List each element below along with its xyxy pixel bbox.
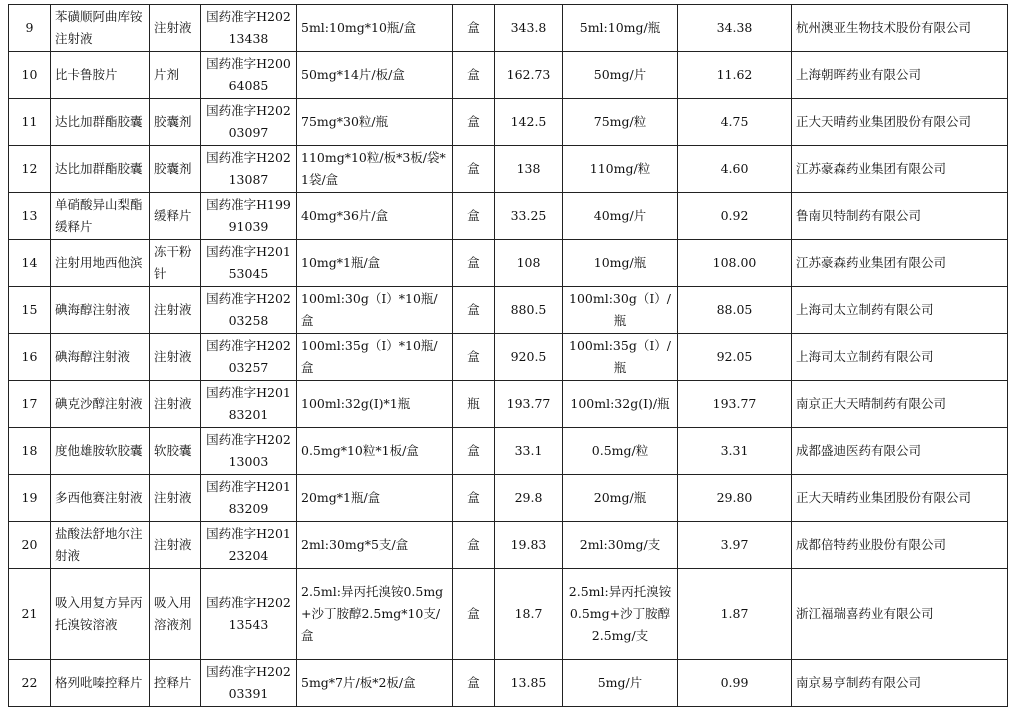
package-price-cell: 920.5 (495, 334, 563, 381)
package-price-cell: 343.8 (495, 5, 563, 52)
package-price-cell: 18.7 (495, 569, 563, 660)
table-row (9, 475, 1008, 522)
drug-name-cell: 苯磺顺阿曲库铵注射液 (51, 5, 150, 52)
row-number-cell: 11 (9, 99, 51, 146)
manufacturer-cell: 江苏豪森药业集团有限公司 (792, 146, 1008, 193)
min-unit-spec-cell: 10mg/瓶 (563, 240, 678, 287)
package-price-cell: 880.5 (495, 287, 563, 334)
manufacturer-cell: 上海司太立制药有限公司 (792, 334, 1008, 381)
manufacturer-cell: 正大天晴药业集团股份有限公司 (792, 475, 1008, 522)
package-price-cell: 19.83 (495, 522, 563, 569)
row-number-cell: 22 (9, 660, 51, 707)
row-number-cell: 9 (9, 5, 51, 52)
dosage-form-cell: 片剂 (150, 52, 201, 99)
dosage-form-cell: 胶囊剂 (150, 99, 201, 146)
min-unit-price-cell: 34.38 (678, 5, 792, 52)
package-unit-cell: 盒 (453, 660, 495, 707)
min-unit-price-cell: 4.75 (678, 99, 792, 146)
package-spec-cell: 2.5ml:异丙托溴铵0.5mg+沙丁胺醇2.5mg*10支/盒 (297, 569, 453, 660)
approval-number-cell: 国药准字H20213543 (201, 569, 297, 660)
package-spec-cell: 100ml:35g（I）*10瓶/盒 (297, 334, 453, 381)
min-unit-price-cell: 3.31 (678, 428, 792, 475)
table-row (9, 522, 1008, 569)
min-unit-price-cell: 88.05 (678, 287, 792, 334)
dosage-form-cell: 注射液 (150, 522, 201, 569)
package-unit-cell: 瓶 (453, 381, 495, 428)
drug-name-cell: 吸入用复方异丙托溴铵溶液 (51, 569, 150, 660)
package-price-cell: 33.1 (495, 428, 563, 475)
table-body (9, 5, 1008, 707)
row-number-cell: 17 (9, 381, 51, 428)
package-unit-cell: 盒 (453, 287, 495, 334)
dosage-form-cell: 注射液 (150, 475, 201, 522)
drug-name-cell: 碘克沙醇注射液 (51, 381, 150, 428)
min-unit-price-cell: 108.00 (678, 240, 792, 287)
table-row (9, 334, 1008, 381)
package-unit-cell: 盒 (453, 240, 495, 287)
package-spec-cell: 40mg*36片/盒 (297, 193, 453, 240)
manufacturer-cell: 上海朝晖药业有限公司 (792, 52, 1008, 99)
table-row (9, 193, 1008, 240)
package-spec-cell: 50mg*14片/板/盒 (297, 52, 453, 99)
table-row (9, 660, 1008, 707)
package-unit-cell: 盒 (453, 193, 495, 240)
min-unit-price-cell: 11.62 (678, 52, 792, 99)
manufacturer-cell: 上海司太立制药有限公司 (792, 287, 1008, 334)
package-spec-cell: 5ml:10mg*10瓶/盒 (297, 5, 453, 52)
min-unit-price-cell: 193.77 (678, 381, 792, 428)
manufacturer-cell: 南京易亨制药有限公司 (792, 660, 1008, 707)
package-price-cell: 142.5 (495, 99, 563, 146)
package-unit-cell: 盒 (453, 475, 495, 522)
dosage-form-cell: 注射液 (150, 287, 201, 334)
approval-number-cell: 国药准字H20213087 (201, 146, 297, 193)
min-unit-spec-cell: 50mg/片 (563, 52, 678, 99)
min-unit-spec-cell: 110mg/粒 (563, 146, 678, 193)
drug-name-cell: 格列吡嗪控释片 (51, 660, 150, 707)
table-row (9, 99, 1008, 146)
table-row (9, 287, 1008, 334)
drug-name-cell: 注射用地西他滨 (51, 240, 150, 287)
package-unit-cell: 盒 (453, 522, 495, 569)
dosage-form-cell: 冻干粉针 (150, 240, 201, 287)
min-unit-spec-cell: 100ml:35g（I）/瓶 (563, 334, 678, 381)
manufacturer-cell: 成都盛迪医药有限公司 (792, 428, 1008, 475)
table-row (9, 52, 1008, 99)
package-price-cell: 193.77 (495, 381, 563, 428)
package-unit-cell: 盒 (453, 52, 495, 99)
row-number-cell: 10 (9, 52, 51, 99)
table-row (9, 428, 1008, 475)
drug-price-table (8, 4, 1008, 707)
approval-number-cell: 国药准字H20203257 (201, 334, 297, 381)
dosage-form-cell: 注射液 (150, 5, 201, 52)
drug-name-cell: 盐酸法舒地尔注射液 (51, 522, 150, 569)
row-number-cell: 12 (9, 146, 51, 193)
package-unit-cell: 盒 (453, 5, 495, 52)
drug-name-cell: 达比加群酯胶囊 (51, 99, 150, 146)
min-unit-spec-cell: 40mg/片 (563, 193, 678, 240)
dosage-form-cell: 控释片 (150, 660, 201, 707)
package-price-cell: 108 (495, 240, 563, 287)
min-unit-spec-cell: 2.5ml:异丙托溴铵0.5mg+沙丁胺醇2.5mg/支 (563, 569, 678, 660)
manufacturer-cell: 成都倍特药业股份有限公司 (792, 522, 1008, 569)
package-spec-cell: 100ml:32g(I)*1瓶 (297, 381, 453, 428)
row-number-cell: 18 (9, 428, 51, 475)
approval-number-cell: 国药准字H20213003 (201, 428, 297, 475)
package-unit-cell: 盒 (453, 334, 495, 381)
approval-number-cell: 国药准字H20203391 (201, 660, 297, 707)
package-spec-cell: 75mg*30粒/瓶 (297, 99, 453, 146)
approval-number-cell: 国药准字H20064085 (201, 52, 297, 99)
package-unit-cell: 盒 (453, 99, 495, 146)
row-number-cell: 15 (9, 287, 51, 334)
package-price-cell: 33.25 (495, 193, 563, 240)
min-unit-price-cell: 0.92 (678, 193, 792, 240)
table-row (9, 569, 1008, 660)
drug-name-cell: 度他雄胺软胶囊 (51, 428, 150, 475)
dosage-form-cell: 缓释片 (150, 193, 201, 240)
approval-number-cell: 国药准字H20183209 (201, 475, 297, 522)
approval-number-cell: 国药准字H20203097 (201, 99, 297, 146)
package-spec-cell: 20mg*1瓶/盒 (297, 475, 453, 522)
manufacturer-cell: 南京正大天晴制药有限公司 (792, 381, 1008, 428)
min-unit-spec-cell: 100ml:32g(I)/瓶 (563, 381, 678, 428)
package-unit-cell: 盒 (453, 146, 495, 193)
package-spec-cell: 5mg*7片/板*2板/盒 (297, 660, 453, 707)
dosage-form-cell: 吸入用溶液剂 (150, 569, 201, 660)
min-unit-price-cell: 4.60 (678, 146, 792, 193)
row-number-cell: 20 (9, 522, 51, 569)
min-unit-spec-cell: 5mg/片 (563, 660, 678, 707)
package-unit-cell: 盒 (453, 569, 495, 660)
approval-number-cell: 国药准字H20123204 (201, 522, 297, 569)
package-price-cell: 162.73 (495, 52, 563, 99)
min-unit-spec-cell: 75mg/粒 (563, 99, 678, 146)
approval-number-cell: 国药准字H19991039 (201, 193, 297, 240)
table-row (9, 5, 1008, 52)
package-spec-cell: 10mg*1瓶/盒 (297, 240, 453, 287)
drug-name-cell: 碘海醇注射液 (51, 287, 150, 334)
row-number-cell: 19 (9, 475, 51, 522)
drug-name-cell: 多西他赛注射液 (51, 475, 150, 522)
min-unit-price-cell: 29.80 (678, 475, 792, 522)
row-number-cell: 16 (9, 334, 51, 381)
package-spec-cell: 100ml:30g（I）*10瓶/盒 (297, 287, 453, 334)
dosage-form-cell: 注射液 (150, 334, 201, 381)
manufacturer-cell: 江苏豪森药业集团有限公司 (792, 240, 1008, 287)
package-spec-cell: 0.5mg*10粒*1板/盒 (297, 428, 453, 475)
min-unit-spec-cell: 0.5mg/粒 (563, 428, 678, 475)
drug-name-cell: 单硝酸异山梨酯缓释片 (51, 193, 150, 240)
approval-number-cell: 国药准字H20203258 (201, 287, 297, 334)
dosage-form-cell: 软胶囊 (150, 428, 201, 475)
row-number-cell: 21 (9, 569, 51, 660)
table-row (9, 381, 1008, 428)
package-unit-cell: 盒 (453, 428, 495, 475)
approval-number-cell: 国药准字H20213438 (201, 5, 297, 52)
min-unit-price-cell: 1.87 (678, 569, 792, 660)
table-row (9, 146, 1008, 193)
min-unit-price-cell: 92.05 (678, 334, 792, 381)
manufacturer-cell: 鲁南贝特制药有限公司 (792, 193, 1008, 240)
approval-number-cell: 国药准字H20183201 (201, 381, 297, 428)
min-unit-spec-cell: 20mg/瓶 (563, 475, 678, 522)
package-price-cell: 138 (495, 146, 563, 193)
manufacturer-cell: 杭州澳亚生物技术股份有限公司 (792, 5, 1008, 52)
row-number-cell: 14 (9, 240, 51, 287)
package-price-cell: 29.8 (495, 475, 563, 522)
approval-number-cell: 国药准字H20153045 (201, 240, 297, 287)
min-unit-spec-cell: 100ml:30g（I）/瓶 (563, 287, 678, 334)
min-unit-price-cell: 3.97 (678, 522, 792, 569)
manufacturer-cell: 正大天晴药业集团股份有限公司 (792, 99, 1008, 146)
drug-name-cell: 碘海醇注射液 (51, 334, 150, 381)
dosage-form-cell: 注射液 (150, 381, 201, 428)
package-spec-cell: 2ml:30mg*5支/盒 (297, 522, 453, 569)
min-unit-spec-cell: 5ml:10mg/瓶 (563, 5, 678, 52)
min-unit-spec-cell: 2ml:30mg/支 (563, 522, 678, 569)
drug-name-cell: 达比加群酯胶囊 (51, 146, 150, 193)
package-spec-cell: 110mg*10粒/板*3板/袋*1袋/盒 (297, 146, 453, 193)
manufacturer-cell: 浙江福瑞喜药业有限公司 (792, 569, 1008, 660)
min-unit-price-cell: 0.99 (678, 660, 792, 707)
table-row (9, 240, 1008, 287)
package-price-cell: 13.85 (495, 660, 563, 707)
drug-name-cell: 比卡鲁胺片 (51, 52, 150, 99)
row-number-cell: 13 (9, 193, 51, 240)
dosage-form-cell: 胶囊剂 (150, 146, 201, 193)
